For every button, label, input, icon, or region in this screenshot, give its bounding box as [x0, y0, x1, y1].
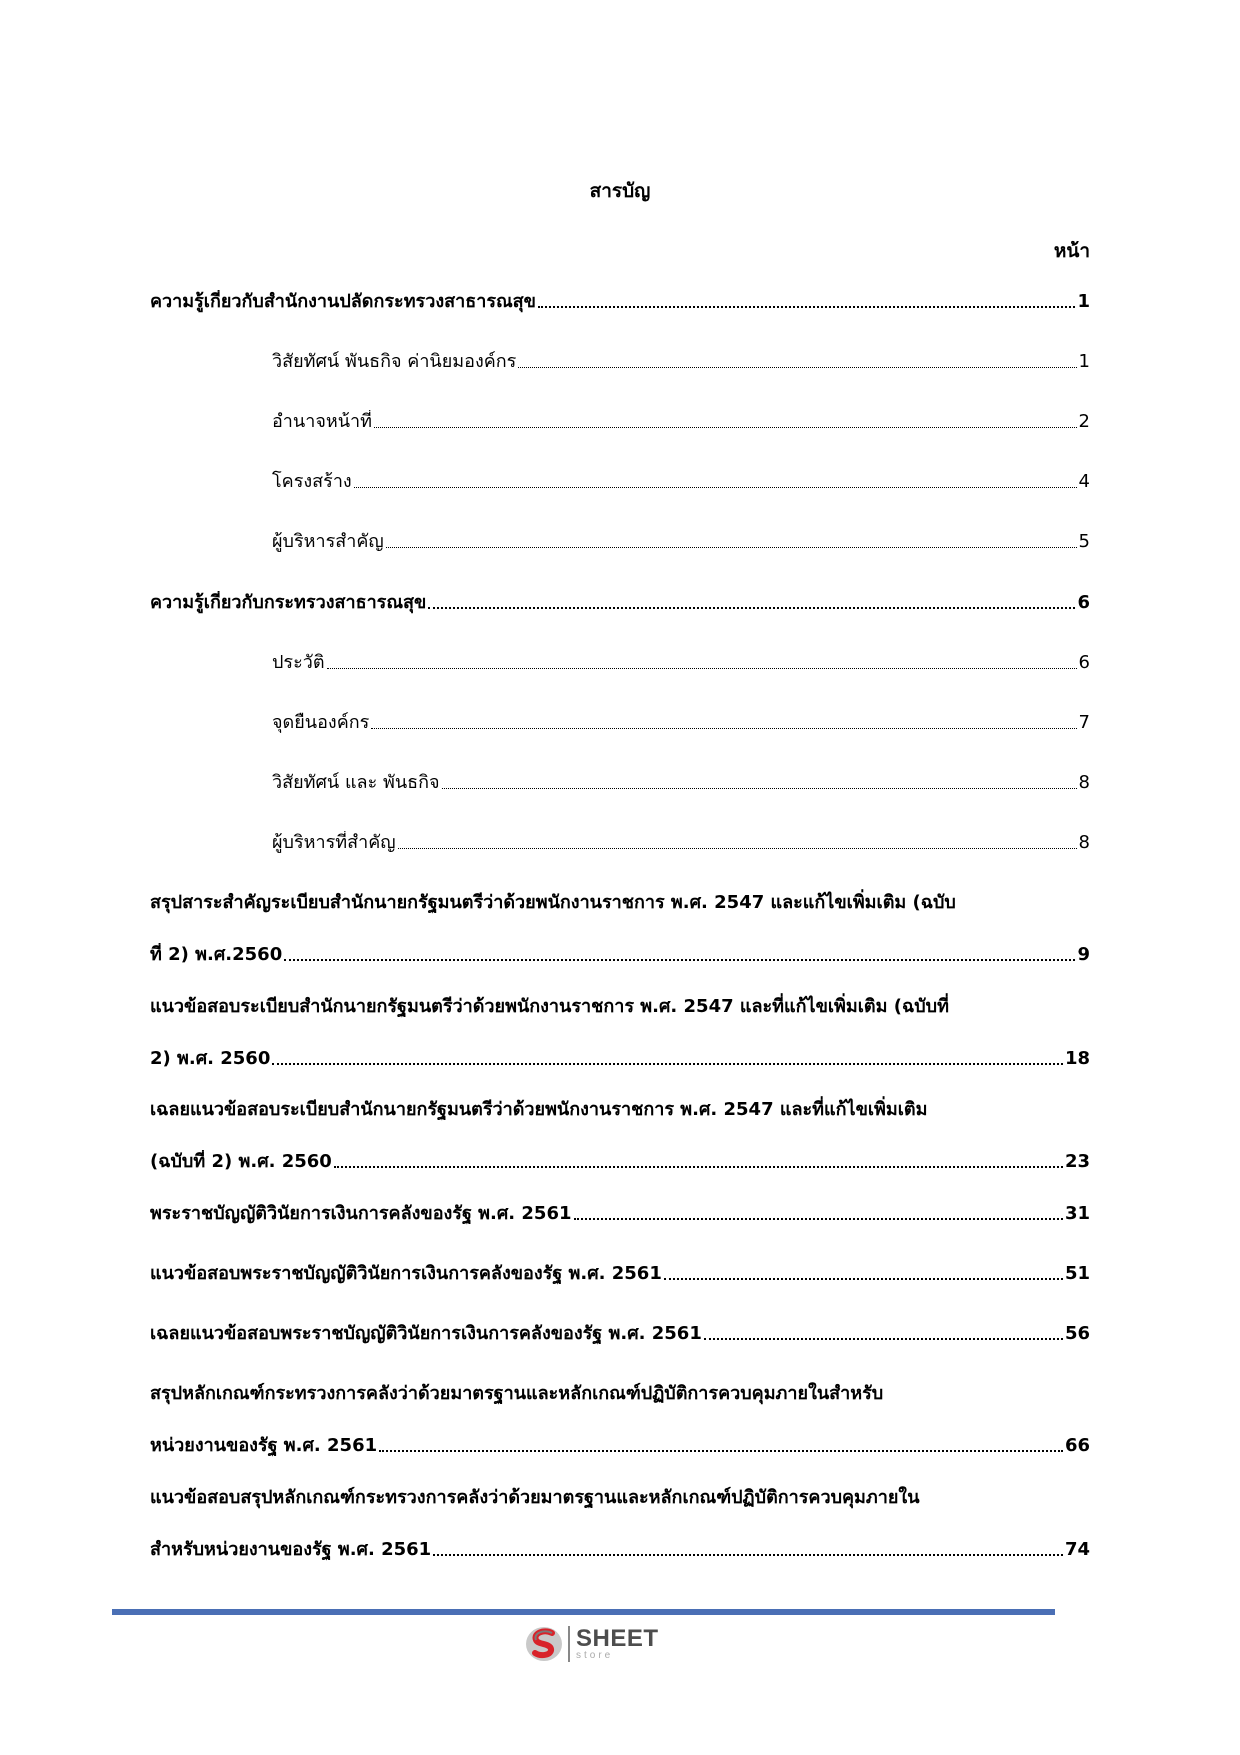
dot-leader	[284, 958, 1075, 961]
toc-page-number: 23	[1064, 1151, 1090, 1172]
toc-main-entry	[150, 1382, 1090, 1458]
toc-entry-title: จุดยืนองค์กร	[272, 712, 370, 733]
toc-entry-title: วิสัยทัศน์ และ พันธกิจ	[272, 772, 440, 793]
toc-entry-title: ประวัติ	[272, 652, 325, 673]
dot-leader	[574, 1217, 1063, 1220]
toc-entry-title-line: เฉลยแนวข้อสอบระเบียบสำนักนายกรัฐมนตรีว่าด้วยพนักงานราชการ พ.ศ. 2547 และที่แก้ไขเพิ่มเติม	[150, 1099, 928, 1120]
toc-entry-title: ที่ 2) พ.ศ.2560	[150, 944, 283, 965]
toc-main-entry	[150, 1486, 1090, 1562]
toc-sub-entry	[150, 470, 1090, 494]
toc-page-number: 1	[1078, 351, 1090, 372]
toc-main-entry	[150, 995, 1090, 1071]
toc-entry-title-line: แนวข้อสอบสรุปหลักเกณฑ์กระทรวงการคลังว่าด้วยมาตรฐานและหลักเกณฑ์ปฏิบัติการควบคุมภายใน	[150, 1487, 920, 1508]
dot-leader	[379, 1449, 1063, 1452]
toc-sub-entry	[150, 831, 1090, 855]
toc-sub-entry	[150, 530, 1090, 554]
toc-main-entry	[150, 290, 1090, 314]
toc-entry-title-line: สรุปหลักเกณฑ์กระทรวงการคลังว่าด้วยมาตรฐานและหลักเกณฑ์ปฏิบัติการควบคุมภายในสำหรับ	[150, 1383, 884, 1404]
dot-leader	[386, 546, 1077, 548]
toc-page-number: 1	[1077, 291, 1090, 312]
footer-divider	[112, 1609, 1055, 1615]
dot-leader	[664, 1277, 1063, 1280]
toc-entry-title: อำนาจหน้าที่	[272, 411, 373, 432]
dot-leader	[704, 1337, 1063, 1340]
toc-sub-entry	[150, 771, 1090, 795]
toc-page-number: 2	[1078, 411, 1090, 432]
toc-page-number: 8	[1078, 832, 1090, 853]
dot-leader	[518, 366, 1076, 368]
toc-entry-title: (ฉบับที่ 2) พ.ศ. 2560	[150, 1151, 332, 1172]
toc-entry-title: แนวข้อสอบพระราชบัญญัติวินัยการเงินการคลังของรัฐ พ.ศ. 2561	[150, 1263, 662, 1284]
toc-entry-title: เฉลยแนวข้อสอบพระราชบัญญัติวินัยการเงินการคลังของรัฐ พ.ศ. 2561	[150, 1323, 702, 1344]
toc-entry-title: โครงสร้าง	[272, 471, 352, 492]
toc-page-number: 7	[1078, 712, 1090, 733]
dot-leader	[354, 486, 1077, 488]
toc-page-number: 5	[1078, 531, 1090, 552]
dot-leader	[272, 1062, 1063, 1065]
dot-leader	[442, 787, 1077, 789]
toc-sub-entry	[150, 350, 1090, 374]
toc-entry-title: สำหรับหน่วยงานของรัฐ พ.ศ. 2561	[150, 1539, 432, 1560]
sheet-store-logo	[524, 1622, 724, 1666]
toc-page-number: 66	[1064, 1435, 1090, 1456]
toc-sub-entry	[150, 711, 1090, 735]
page-title: สารบัญ	[589, 180, 651, 202]
toc-entry-title: 2) พ.ศ. 2560	[150, 1048, 271, 1069]
dot-leader	[428, 606, 1075, 609]
toc-main-entry	[150, 591, 1090, 615]
toc-main-entry	[150, 1202, 1090, 1226]
toc-page-number: 18	[1064, 1048, 1090, 1069]
dot-leader	[334, 1165, 1063, 1168]
toc-entry-title: ผู้บริหารที่สำคัญ	[272, 832, 396, 853]
page-column-label: หน้า	[1053, 240, 1090, 262]
toc-page-number: 8	[1078, 772, 1090, 793]
toc-page-number: 31	[1064, 1203, 1090, 1224]
toc-main-entry	[150, 891, 1090, 967]
toc-page-number: 51	[1064, 1263, 1090, 1284]
dot-leader	[538, 305, 1075, 308]
toc-main-entry	[150, 1098, 1090, 1174]
toc-entry-title-line: แนวข้อสอบระเบียบสำนักนายกรัฐมนตรีว่าด้วยพนักงานราชการ พ.ศ. 2547 และที่แก้ไขเพิ่มเติม (ฉบับที่	[150, 996, 949, 1017]
toc-entry-title: วิสัยทัศน์ พันธกิจ ค่านิยมองค์กร	[272, 351, 517, 372]
toc-sub-entry	[150, 651, 1090, 675]
toc-main-entry	[150, 1322, 1090, 1346]
toc-entry-title: ความรู้เกี่ยวกับสำนักงานปลัดกระทรวงสาธารณสุข	[150, 291, 536, 312]
logo-text: SHEET	[576, 1625, 659, 1652]
toc-page-number: 6	[1078, 652, 1090, 673]
toc-page-number: 6	[1077, 592, 1090, 613]
toc-main-entry	[150, 1262, 1090, 1286]
toc-entry-title: หน่วยงานของรัฐ พ.ศ. 2561	[150, 1435, 378, 1456]
toc-entry-title: ความรู้เกี่ยวกับกระทรวงสาธารณสุข	[150, 592, 427, 613]
dot-leader	[398, 847, 1077, 849]
toc-sub-entry	[150, 410, 1090, 434]
dot-leader	[374, 426, 1077, 428]
dot-leader	[433, 1553, 1063, 1556]
logo-subtext: store	[576, 1650, 614, 1661]
toc-entry-title-line: สรุปสาระสำคัญระเบียบสำนักนายกรัฐมนตรีว่าด้วยพนักงานราชการ พ.ศ. 2547 และแก้ไขเพิ่มเติม (ฉบับ	[150, 892, 956, 913]
toc-page-number: 9	[1077, 944, 1090, 965]
dot-leader	[327, 667, 1077, 669]
toc-page-number: 74	[1064, 1539, 1090, 1560]
toc-entry-title: พระราชบัญญัติวินัยการเงินการคลังของรัฐ พ.ศ. 2561	[150, 1203, 572, 1224]
logo-separator	[568, 1626, 570, 1662]
toc-page-number: 56	[1064, 1323, 1090, 1344]
toc-page-number: 4	[1078, 471, 1090, 492]
toc-entry-title: ผู้บริหารสำคัญ	[272, 531, 384, 552]
logo-s-icon	[524, 1624, 564, 1664]
dot-leader	[371, 727, 1076, 729]
